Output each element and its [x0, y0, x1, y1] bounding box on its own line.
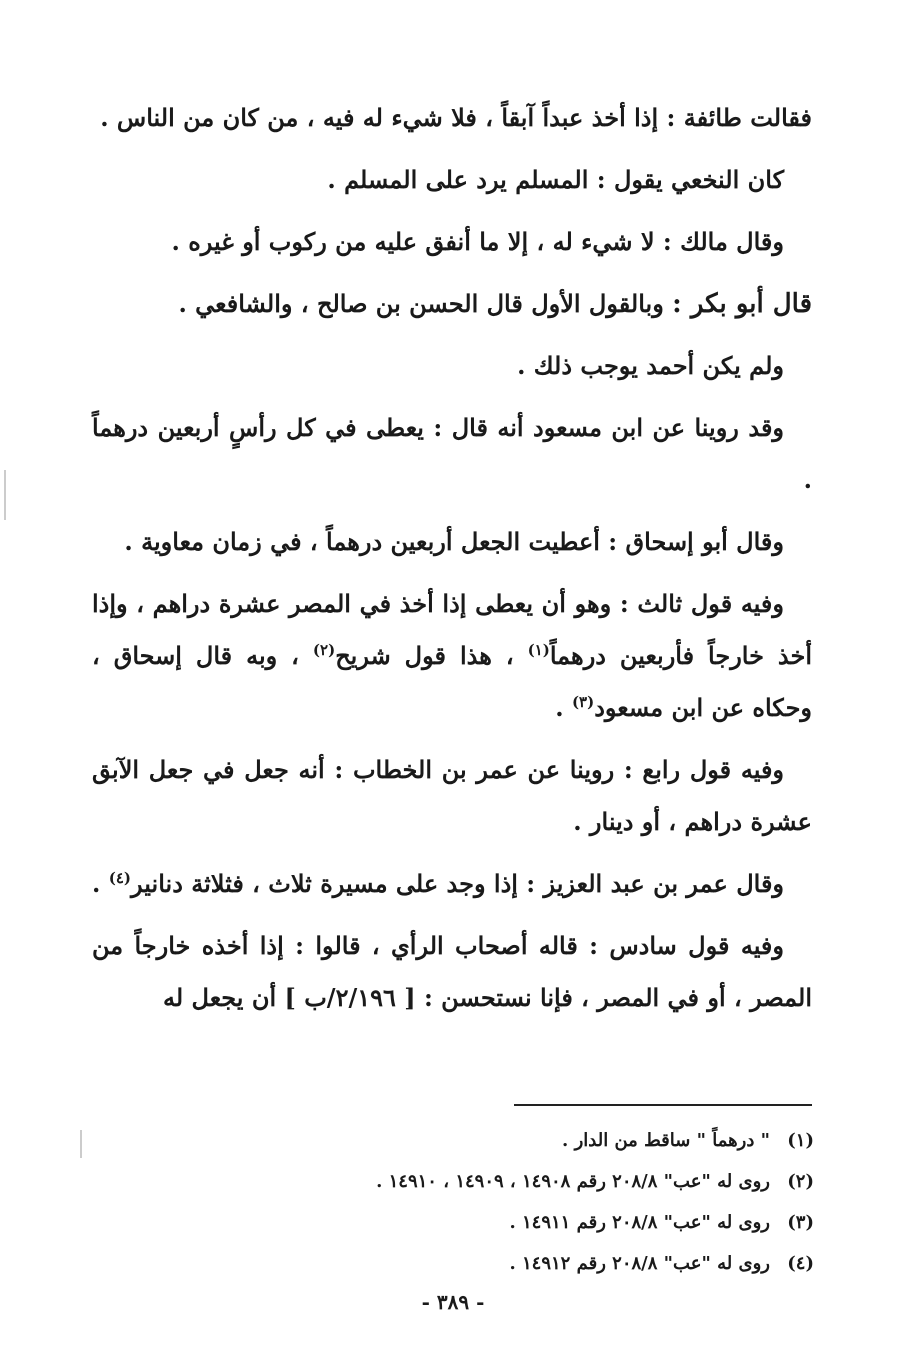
- note-ref-2[interactable]: (٢): [312, 641, 336, 659]
- footnote-number: (١): [787, 1130, 814, 1151]
- footnote-text: روى له "عب" ٢٠٨/٨ رقم ١٤٩٠٨ ، ١٤٩٠٩ ، ١٤٩١٠ .: [376, 1171, 770, 1192]
- footnote-text: روى له "عب" ٢٠٨/٨ رقم ١٤٩١١ .: [509, 1212, 770, 1233]
- footnote-number: (٤): [787, 1253, 814, 1274]
- footnote-divider: [514, 1104, 812, 1106]
- paragraph-9: وفيه قول رابع : روينا عن عمر بن الخطاب : أنه جعل في جعل الآبق عشرة دراهم ، أو دينار .: [92, 755, 812, 836]
- paragraph-10: [92, 858, 812, 910]
- paragraph-8-part-3: ، وبه قال إسحاق ، وحكاه عن ابن مسعود: [92, 641, 812, 722]
- footnote-text: " درهماً " ساقط من الدار .: [562, 1130, 770, 1151]
- paragraph-1: فقالت طائفة : إذا أخذ عبداً آبقاً ، فلا شيء له فيه ، من كان من الناس .: [100, 103, 812, 132]
- paragraph-10-part-1: وقال عمر بن عبد العزيز : إذا وجد على مسيرة ثلاث ، فثلاثة دنانير: [131, 869, 784, 898]
- note-ref-1[interactable]: (١): [527, 641, 550, 659]
- paragraph-4-text: وبالقول الأول قال الحسن بن صالح ، والشافعي .: [178, 289, 664, 318]
- paragraph-5: ولم يكن أحمد يوجب ذلك .: [517, 351, 784, 380]
- scan-edge-mark: [4, 470, 6, 520]
- page-number: - ٣٨٩ -: [421, 1290, 485, 1314]
- note-ref-4[interactable]: (٤): [108, 869, 132, 887]
- footnote-text: روى له "عب" ٢٠٨/٨ رقم ١٤٩١٢ .: [509, 1253, 770, 1274]
- footnote-4: [250, 1243, 814, 1284]
- scan-edge-mark: [80, 1130, 82, 1158]
- paragraph-10-part-2: .: [92, 869, 109, 898]
- paragraph-8-part-4: .: [555, 693, 572, 722]
- paragraph-8-part-2: ، هذا قول شريح: [335, 641, 528, 670]
- paragraph-11: وفيه قول سادس : قاله أصحاب الرأي ، قالوا : إذا أخذه خارجاً من المصر ، أو في المصر ، فإنا نستحسن : [ ٢/١٩٦/ب ] أن يجعل له: [92, 931, 812, 1012]
- note-ref-3[interactable]: (٣): [571, 693, 595, 711]
- paragraph-4: [92, 278, 812, 330]
- paragraph-6: وقد روينا عن ابن مسعود أنه قال : يعطى في كل رأسٍ أربعين درهماً .: [92, 413, 812, 494]
- paragraph-8-part-1: وفيه قول ثالث : وهو أن يعطى إذا أخذ في المصر عشرة دراهم ، وإذا أخذ خارجاً فأربعين درهماً: [92, 589, 812, 670]
- paragraph-7: وقال أبو إسحاق : أعطيت الجعل أربعين درهماً ، في زمان معاوية .: [124, 527, 784, 556]
- footnotes: [250, 1120, 814, 1284]
- footnote-2: [250, 1161, 814, 1202]
- paragraph-3: وقال مالك : لا شيء له ، إلا ما أنفق عليه من ركوب أو غيره .: [171, 227, 784, 256]
- speaker-label: قال أبو بكر :: [672, 289, 812, 319]
- footnote-number: (٣): [787, 1212, 814, 1233]
- footnote-3: [250, 1202, 814, 1243]
- footnote-1: [250, 1120, 814, 1161]
- paragraph-2: كان النخعي يقول : المسلم يرد على المسلم .: [327, 165, 784, 194]
- main-text: [92, 92, 812, 1034]
- paragraph-8: [92, 578, 812, 734]
- footnote-number: (٢): [787, 1171, 814, 1192]
